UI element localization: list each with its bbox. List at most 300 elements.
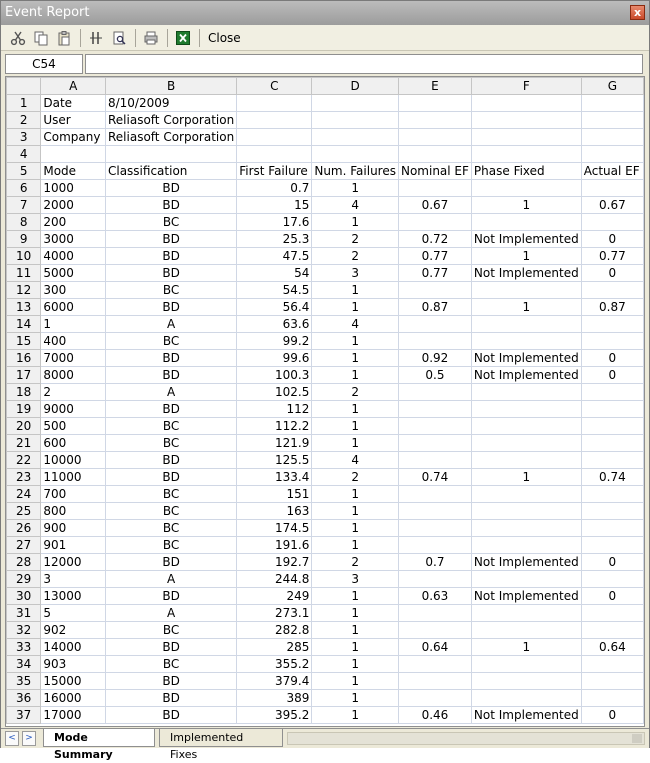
cell[interactable]: A	[105, 384, 236, 401]
row-header[interactable]: 23	[7, 469, 41, 486]
cell[interactable]: 6000	[41, 299, 106, 316]
row-header[interactable]: 2	[7, 112, 41, 129]
row-header[interactable]: 8	[7, 214, 41, 231]
cell[interactable]: BC	[105, 282, 236, 299]
cell[interactable]: 99.2	[237, 333, 312, 350]
cell[interactable]	[398, 180, 471, 197]
row-header[interactable]: 37	[7, 707, 41, 724]
cell[interactable]: BD	[105, 367, 236, 384]
cell[interactable]: 5	[41, 605, 106, 622]
cell[interactable]: 2	[312, 248, 399, 265]
cell[interactable]	[398, 316, 471, 333]
cell[interactable]: 0	[581, 707, 643, 724]
cell[interactable]: 2	[312, 469, 399, 486]
cell[interactable]: 1	[312, 180, 399, 197]
cell[interactable]	[581, 622, 643, 639]
cell[interactable]	[471, 418, 581, 435]
cell[interactable]: 903	[41, 656, 106, 673]
cell[interactable]: 902	[41, 622, 106, 639]
cell[interactable]	[398, 571, 471, 588]
cell[interactable]: 1	[312, 622, 399, 639]
cell[interactable]	[398, 537, 471, 554]
row-header[interactable]: 5	[7, 163, 41, 180]
cell[interactable]: 1	[312, 537, 399, 554]
row-header[interactable]: 3	[7, 129, 41, 146]
cell[interactable]: 244.8	[237, 571, 312, 588]
cell[interactable]: 0.67	[398, 197, 471, 214]
cell[interactable]: 133.4	[237, 469, 312, 486]
cell[interactable]: Not Implemented	[471, 707, 581, 724]
cell[interactable]	[398, 690, 471, 707]
cell[interactable]: BC	[105, 486, 236, 503]
cell[interactable]: 0.63	[398, 588, 471, 605]
cell[interactable]: 700	[41, 486, 106, 503]
cell[interactable]	[237, 146, 312, 163]
cell[interactable]	[471, 401, 581, 418]
cell[interactable]: BD	[105, 248, 236, 265]
cell[interactable]: 2	[312, 231, 399, 248]
cell[interactable]: 8/10/2009	[105, 95, 236, 112]
column-header[interactable]: B	[105, 78, 236, 95]
cell[interactable]: 54.5	[237, 282, 312, 299]
cell[interactable]: 0.64	[581, 639, 643, 656]
cell[interactable]: BD	[105, 265, 236, 282]
row-header[interactable]: 10	[7, 248, 41, 265]
cell[interactable]	[581, 503, 643, 520]
cell[interactable]: 200	[41, 214, 106, 231]
cell[interactable]: A	[105, 571, 236, 588]
cell[interactable]	[237, 95, 312, 112]
cell[interactable]	[581, 571, 643, 588]
row-header[interactable]: 17	[7, 367, 41, 384]
cell[interactable]: 8000	[41, 367, 106, 384]
column-header[interactable]: A	[41, 78, 106, 95]
cell[interactable]: 4000	[41, 248, 106, 265]
cell[interactable]: Nominal EF	[398, 163, 471, 180]
cell[interactable]: 25.3	[237, 231, 312, 248]
cell[interactable]: Date	[41, 95, 106, 112]
cell[interactable]: 1	[312, 656, 399, 673]
cell[interactable]	[398, 129, 471, 146]
cell[interactable]	[398, 282, 471, 299]
cell[interactable]	[471, 333, 581, 350]
cell[interactable]: Reliasoft Corporation	[105, 112, 236, 129]
row-header[interactable]: 36	[7, 690, 41, 707]
cell[interactable]: A	[105, 605, 236, 622]
cell[interactable]: 3	[41, 571, 106, 588]
cell[interactable]: 56.4	[237, 299, 312, 316]
cell[interactable]: 0.87	[581, 299, 643, 316]
cell[interactable]	[581, 214, 643, 231]
cell[interactable]: BD	[105, 690, 236, 707]
cell[interactable]: 112.2	[237, 418, 312, 435]
cell[interactable]: 47.5	[237, 248, 312, 265]
cell[interactable]: 0.5	[398, 367, 471, 384]
cell[interactable]: 1	[471, 197, 581, 214]
cell[interactable]: 16000	[41, 690, 106, 707]
cell[interactable]: 191.6	[237, 537, 312, 554]
cell[interactable]	[312, 95, 399, 112]
row-header[interactable]: 1	[7, 95, 41, 112]
cell[interactable]: 1	[471, 639, 581, 656]
row-header[interactable]: 25	[7, 503, 41, 520]
cell[interactable]: 389	[237, 690, 312, 707]
cell[interactable]	[581, 418, 643, 435]
paste-icon[interactable]	[53, 27, 75, 49]
row-header[interactable]: 31	[7, 605, 41, 622]
cell[interactable]: Num. Failures	[312, 163, 399, 180]
cell[interactable]	[398, 214, 471, 231]
row-header[interactable]: 13	[7, 299, 41, 316]
cell[interactable]	[581, 452, 643, 469]
cell[interactable]: 121.9	[237, 435, 312, 452]
cell[interactable]: BD	[105, 350, 236, 367]
cell[interactable]: BD	[105, 452, 236, 469]
cell[interactable]	[237, 129, 312, 146]
cell[interactable]: 355.2	[237, 656, 312, 673]
cell[interactable]: BD	[105, 588, 236, 605]
tab-implemented-fixes[interactable]: Implemented Fixes	[159, 729, 283, 747]
cell[interactable]: 2	[41, 384, 106, 401]
cell[interactable]: 0.77	[398, 248, 471, 265]
cell[interactable]	[581, 129, 643, 146]
column-split-icon[interactable]	[85, 27, 107, 49]
print-preview-icon[interactable]	[108, 27, 130, 49]
select-all-corner[interactable]	[7, 78, 41, 95]
cell[interactable]: 0	[581, 588, 643, 605]
row-header[interactable]: 28	[7, 554, 41, 571]
cell[interactable]	[471, 520, 581, 537]
cell[interactable]: 15000	[41, 673, 106, 690]
cell[interactable]: 901	[41, 537, 106, 554]
next-sheet-button[interactable]: >	[22, 731, 36, 746]
cell[interactable]: 0.67	[581, 197, 643, 214]
cell[interactable]	[581, 537, 643, 554]
cell[interactable]: BC	[105, 656, 236, 673]
cell[interactable]: 500	[41, 418, 106, 435]
cell[interactable]: Not Implemented	[471, 588, 581, 605]
cell[interactable]: First Failure	[237, 163, 312, 180]
row-header[interactable]: 22	[7, 452, 41, 469]
cell[interactable]	[471, 452, 581, 469]
cell[interactable]	[471, 146, 581, 163]
cell[interactable]: 1	[312, 214, 399, 231]
cell[interactable]: 0	[581, 350, 643, 367]
cell[interactable]	[471, 435, 581, 452]
cell[interactable]: 17.6	[237, 214, 312, 231]
row-header[interactable]: 21	[7, 435, 41, 452]
cell[interactable]	[398, 673, 471, 690]
cell[interactable]: BC	[105, 333, 236, 350]
cell[interactable]: Not Implemented	[471, 554, 581, 571]
cell[interactable]	[581, 146, 643, 163]
row-header[interactable]: 26	[7, 520, 41, 537]
cell[interactable]: 174.5	[237, 520, 312, 537]
column-header[interactable]: F	[471, 78, 581, 95]
cell[interactable]: 13000	[41, 588, 106, 605]
cell[interactable]	[398, 384, 471, 401]
cell[interactable]: BC	[105, 214, 236, 231]
cell[interactable]	[398, 486, 471, 503]
row-header[interactable]: 12	[7, 282, 41, 299]
print-icon[interactable]	[140, 27, 162, 49]
cell[interactable]: 17000	[41, 707, 106, 724]
row-header[interactable]: 24	[7, 486, 41, 503]
prev-sheet-button[interactable]: <	[5, 731, 19, 746]
cell[interactable]	[471, 656, 581, 673]
cell[interactable]	[471, 214, 581, 231]
cell[interactable]: BD	[105, 180, 236, 197]
cell[interactable]	[471, 622, 581, 639]
cell[interactable]: BD	[105, 401, 236, 418]
cell[interactable]	[237, 112, 312, 129]
cell[interactable]: Reliasoft Corporation	[105, 129, 236, 146]
cell[interactable]: 2	[312, 384, 399, 401]
scrollbar-thumb[interactable]	[632, 734, 642, 743]
column-header[interactable]: G	[581, 78, 643, 95]
cell[interactable]	[471, 537, 581, 554]
cell[interactable]	[471, 112, 581, 129]
spreadsheet-grid[interactable]	[5, 76, 645, 727]
cell[interactable]	[581, 656, 643, 673]
cell[interactable]	[471, 282, 581, 299]
cell[interactable]	[398, 452, 471, 469]
cell[interactable]: 4	[312, 452, 399, 469]
cell[interactable]: 1	[312, 503, 399, 520]
cell[interactable]: 0.92	[398, 350, 471, 367]
cell[interactable]	[398, 112, 471, 129]
row-header[interactable]: 33	[7, 639, 41, 656]
cell[interactable]: 1	[312, 588, 399, 605]
cell[interactable]	[471, 690, 581, 707]
row-header[interactable]: 34	[7, 656, 41, 673]
cell[interactable]: 0.72	[398, 231, 471, 248]
cell[interactable]	[105, 146, 236, 163]
cell[interactable]: 600	[41, 435, 106, 452]
cell[interactable]: A	[105, 316, 236, 333]
cell[interactable]: BD	[105, 554, 236, 571]
cell[interactable]: 800	[41, 503, 106, 520]
copy-icon[interactable]	[30, 27, 52, 49]
cell[interactable]: 0.77	[398, 265, 471, 282]
cell[interactable]: 3000	[41, 231, 106, 248]
horizontal-scrollbar[interactable]	[287, 732, 645, 745]
cell[interactable]: 112	[237, 401, 312, 418]
cell[interactable]: 12000	[41, 554, 106, 571]
scissors-icon[interactable]	[7, 27, 29, 49]
cell[interactable]	[471, 605, 581, 622]
row-header[interactable]: 35	[7, 673, 41, 690]
cell[interactable]: 1	[312, 350, 399, 367]
cell[interactable]	[398, 656, 471, 673]
cell[interactable]: 4	[312, 316, 399, 333]
cell[interactable]: 163	[237, 503, 312, 520]
cell[interactable]	[471, 673, 581, 690]
cell[interactable]: 1	[312, 520, 399, 537]
row-header[interactable]: 4	[7, 146, 41, 163]
cell[interactable]: 1	[312, 690, 399, 707]
row-header[interactable]: 16	[7, 350, 41, 367]
cell[interactable]: BC	[105, 622, 236, 639]
cell[interactable]: 1	[41, 316, 106, 333]
cell[interactable]: 1	[312, 282, 399, 299]
cell[interactable]: 285	[237, 639, 312, 656]
cell[interactable]	[398, 503, 471, 520]
excel-export-icon[interactable]	[172, 27, 194, 49]
cell[interactable]: 15	[237, 197, 312, 214]
cell[interactable]	[471, 180, 581, 197]
cell[interactable]: Not Implemented	[471, 350, 581, 367]
cell-reference-box[interactable]: C54	[5, 54, 83, 74]
cell[interactable]: 0.7	[398, 554, 471, 571]
cell[interactable]: Company	[41, 129, 106, 146]
cell[interactable]: BD	[105, 673, 236, 690]
row-header[interactable]: 15	[7, 333, 41, 350]
formula-input[interactable]	[85, 54, 643, 74]
cell[interactable]	[581, 401, 643, 418]
cell[interactable]	[398, 622, 471, 639]
row-header[interactable]: 30	[7, 588, 41, 605]
cell[interactable]: BC	[105, 418, 236, 435]
cell[interactable]: 1	[312, 418, 399, 435]
cell[interactable]: 0.7	[237, 180, 312, 197]
row-header[interactable]: 27	[7, 537, 41, 554]
cell[interactable]	[581, 95, 643, 112]
cell[interactable]: 1	[312, 367, 399, 384]
cell[interactable]	[398, 605, 471, 622]
cell[interactable]	[471, 95, 581, 112]
cell[interactable]: 3	[312, 265, 399, 282]
cell[interactable]: 1	[471, 248, 581, 265]
tab-mode-summary[interactable]: Mode Summary	[43, 729, 155, 747]
cell[interactable]: 1000	[41, 180, 106, 197]
cell[interactable]	[398, 418, 471, 435]
cell[interactable]: BD	[105, 299, 236, 316]
cell[interactable]: BC	[105, 537, 236, 554]
cell[interactable]: 379.4	[237, 673, 312, 690]
cell[interactable]: Not Implemented	[471, 231, 581, 248]
cell[interactable]	[312, 112, 399, 129]
cell[interactable]: 0	[581, 265, 643, 282]
cell[interactable]	[398, 333, 471, 350]
cell[interactable]: BC	[105, 435, 236, 452]
cell[interactable]: 1	[312, 401, 399, 418]
cell[interactable]: BC	[105, 520, 236, 537]
cell[interactable]: 0	[581, 367, 643, 384]
cell[interactable]: 1	[312, 673, 399, 690]
cell[interactable]: 0.77	[581, 248, 643, 265]
cell[interactable]: 1	[471, 469, 581, 486]
window-close-button[interactable]: x	[630, 5, 645, 20]
cell[interactable]: 1	[312, 299, 399, 316]
row-header[interactable]: 11	[7, 265, 41, 282]
cell[interactable]: 0.74	[398, 469, 471, 486]
cell[interactable]: User	[41, 112, 106, 129]
cell[interactable]: Phase Fixed	[471, 163, 581, 180]
cell[interactable]	[398, 95, 471, 112]
cell[interactable]: 249	[237, 588, 312, 605]
cell[interactable]: 1	[312, 333, 399, 350]
cell[interactable]: 1	[312, 486, 399, 503]
cell[interactable]: Classification	[105, 163, 236, 180]
cell[interactable]: BD	[105, 197, 236, 214]
row-header[interactable]: 29	[7, 571, 41, 588]
cell[interactable]	[41, 146, 106, 163]
row-header[interactable]: 6	[7, 180, 41, 197]
cell[interactable]: 1	[312, 639, 399, 656]
cell[interactable]: BD	[105, 639, 236, 656]
cell[interactable]: 100.3	[237, 367, 312, 384]
cell[interactable]: 1	[312, 605, 399, 622]
column-header[interactable]: E	[398, 78, 471, 95]
row-header[interactable]: 14	[7, 316, 41, 333]
cell[interactable]: 1	[471, 299, 581, 316]
cell[interactable]	[581, 316, 643, 333]
row-header[interactable]: 18	[7, 384, 41, 401]
row-header[interactable]: 19	[7, 401, 41, 418]
row-header[interactable]: 32	[7, 622, 41, 639]
cell[interactable]: 0	[581, 231, 643, 248]
cell[interactable]	[312, 129, 399, 146]
cell[interactable]: Mode	[41, 163, 106, 180]
row-header[interactable]: 20	[7, 418, 41, 435]
cell[interactable]	[398, 146, 471, 163]
cell[interactable]: 151	[237, 486, 312, 503]
cell[interactable]: 0.64	[398, 639, 471, 656]
cell[interactable]	[398, 520, 471, 537]
cell[interactable]	[581, 520, 643, 537]
cell[interactable]: 99.6	[237, 350, 312, 367]
column-header[interactable]: C	[237, 78, 312, 95]
cell[interactable]: 5000	[41, 265, 106, 282]
cell[interactable]: 0.87	[398, 299, 471, 316]
cell[interactable]	[581, 673, 643, 690]
cell[interactable]: BC	[105, 503, 236, 520]
cell[interactable]: BD	[105, 469, 236, 486]
cell[interactable]: 395.2	[237, 707, 312, 724]
cell[interactable]: 900	[41, 520, 106, 537]
cell[interactable]	[471, 129, 581, 146]
cell[interactable]	[581, 486, 643, 503]
cell[interactable]	[471, 503, 581, 520]
cell[interactable]	[581, 605, 643, 622]
cell[interactable]	[471, 571, 581, 588]
cell[interactable]: 14000	[41, 639, 106, 656]
column-header[interactable]: D	[312, 78, 399, 95]
cell[interactable]	[581, 180, 643, 197]
cell[interactable]	[581, 282, 643, 299]
cell[interactable]: 102.5	[237, 384, 312, 401]
cell[interactable]	[312, 146, 399, 163]
cell[interactable]: 400	[41, 333, 106, 350]
cell[interactable]: BD	[105, 231, 236, 248]
cell[interactable]	[581, 112, 643, 129]
cell[interactable]	[581, 690, 643, 707]
cell[interactable]: 0.74	[581, 469, 643, 486]
cell[interactable]: 2000	[41, 197, 106, 214]
cell[interactable]: 282.8	[237, 622, 312, 639]
cell[interactable]: 7000	[41, 350, 106, 367]
cell[interactable]: 273.1	[237, 605, 312, 622]
cell[interactable]: 0.46	[398, 707, 471, 724]
cell[interactable]	[581, 333, 643, 350]
row-header[interactable]: 7	[7, 197, 41, 214]
cell[interactable]: 63.6	[237, 316, 312, 333]
cell[interactable]	[581, 384, 643, 401]
cell[interactable]: 1	[312, 707, 399, 724]
cell[interactable]: 1	[312, 435, 399, 452]
cell[interactable]: 300	[41, 282, 106, 299]
